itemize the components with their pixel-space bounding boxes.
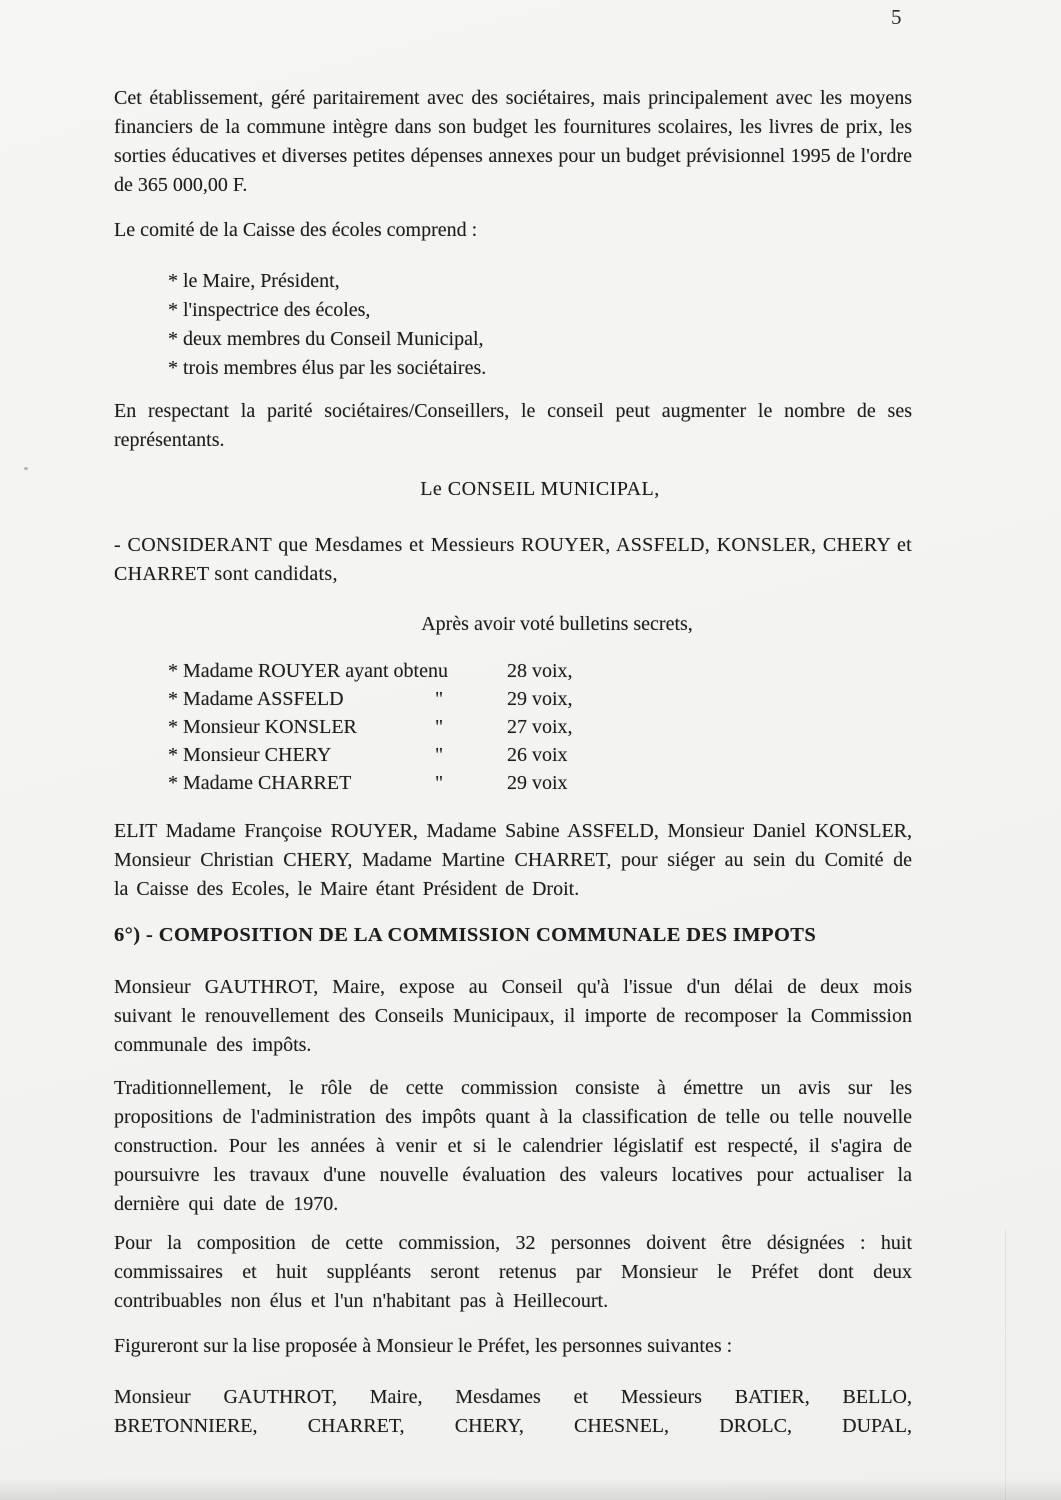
document-content (114, 0, 912, 1441)
list-item: * l'inspectrice des écoles, (168, 299, 371, 321)
committee-member-list (168, 267, 912, 383)
vote-count: 28 voix, (507, 660, 573, 682)
vote-count: 29 voix, (507, 688, 573, 710)
paragraph-considerant: - CONSIDERANT que Mesdames et Messieurs ROUYER, ASSFELD, KONSLER, CHERY et CHARRET sont candidats, (114, 534, 912, 585)
paragraph-comite-intro: Le comité de la Caisse des écoles comprend : (114, 219, 478, 241)
list-item: * le Maire, Président, (168, 270, 340, 292)
list-item: * deux membres du Conseil Municipal, (168, 328, 484, 350)
table-row (168, 741, 912, 769)
page-number: 5 (891, 5, 902, 29)
ditto-mark: " (435, 688, 444, 710)
ditto-mark (435, 657, 507, 685)
vote-candidate: * Madame ROUYER ayant obtenu (168, 660, 448, 682)
vote-count: 27 voix, (507, 716, 573, 738)
table-row (168, 769, 912, 797)
apres-vote-line: Après avoir voté bulletins secrets, (421, 613, 693, 635)
vote-results-table (168, 657, 912, 797)
ditto-mark: " (435, 772, 444, 794)
scan-bottom-shadow (0, 1478, 1061, 1500)
vote-candidate: * Monsieur KONSLER (168, 716, 357, 738)
list-item: * trois membres élus par les sociétaires. (168, 357, 487, 379)
paragraph-intro: Cet établissement, géré paritairement avec des sociétaires, mais principalement avec les moyens financiers de la commune intègre dans son budget les fournitures scolaires, les livres de prix, les sorties éducatives et diverses petites dépenses annexes pour un budget prévisionnel 1995 de l'ordre de 365 000,00 F. (114, 87, 912, 196)
conseil-municipal-line: Le CONSEIL MUNICIPAL, (420, 478, 660, 500)
ditto-mark: " (435, 716, 444, 738)
paragraph-figureront: Figureront sur la lise proposée à Monsieur le Préfet, les personnes suivantes : (114, 1335, 733, 1357)
table-row (168, 713, 912, 741)
paragraph-tradition: Traditionnellement, le rôle de cette commission consiste à émettre un avis sur les propositions de l'administration des impôts quant à la classification de telle ou telle nouvelle construction. Pour les années à venir et si le calendrier législatif est respecté, il s'agira de poursuivre les travaux d'une nouvelle évaluation des valeurs locatives pour actualiser la dernière qui date de 1970. (114, 1077, 912, 1215)
vote-count: 29 voix (507, 772, 568, 794)
scan-speck (24, 467, 28, 470)
vote-candidate: * Madame ASSFELD (168, 688, 344, 710)
paragraph-gauthrot: Monsieur GAUTHROT, Maire, expose au Conseil qu'à l'issue d'un délai de deux mois suivant le renouvellement des Conseils Municipaux, il importe de recomposer la Commission communale des impôts. (114, 976, 912, 1056)
table-row (168, 657, 912, 685)
paragraph-respect: En respectant la parité sociétaires/Conseillers, le conseil peut augmenter le nombre de ses représentants. (114, 400, 912, 451)
vote-candidate: * Monsieur CHERY (168, 744, 332, 766)
paragraph-elit: ELIT Madame Françoise ROUYER, Madame Sabine ASSFELD, Monsieur Daniel KONSLER, Monsieur Christian CHERY, Madame Martine CHARRET, pour siéger au sein du Comité de la Caisse des Ecoles, le Maire étant Président de Droit. (114, 820, 912, 900)
section-heading-commission-impots: 6°) - COMPOSITION DE LA COMMISSION COMMUNALE DES IMPOTS (114, 924, 817, 946)
table-row (168, 685, 912, 713)
ditto-mark: " (435, 744, 444, 766)
paper-edge-line (1005, 1230, 1006, 1500)
paragraph-final-names: Monsieur GAUTHROT, Maire, Mesdames et Messieurs BATIER, BELLO, BRETONNIERE, CHARRET, CHERY, CHESNEL, DROLC, DUPAL, (114, 1386, 912, 1437)
vote-count: 26 voix (507, 744, 568, 766)
vote-candidate: * Madame CHARRET (168, 772, 352, 794)
paragraph-composition: Pour la composition de cette commission, 32 personnes doivent être désignées : huit commissaires et huit suppléants seront retenus par Monsieur le Préfet dont deux contribuables non élus et l'un n'habitant pas à Heillecourt. (114, 1232, 912, 1312)
